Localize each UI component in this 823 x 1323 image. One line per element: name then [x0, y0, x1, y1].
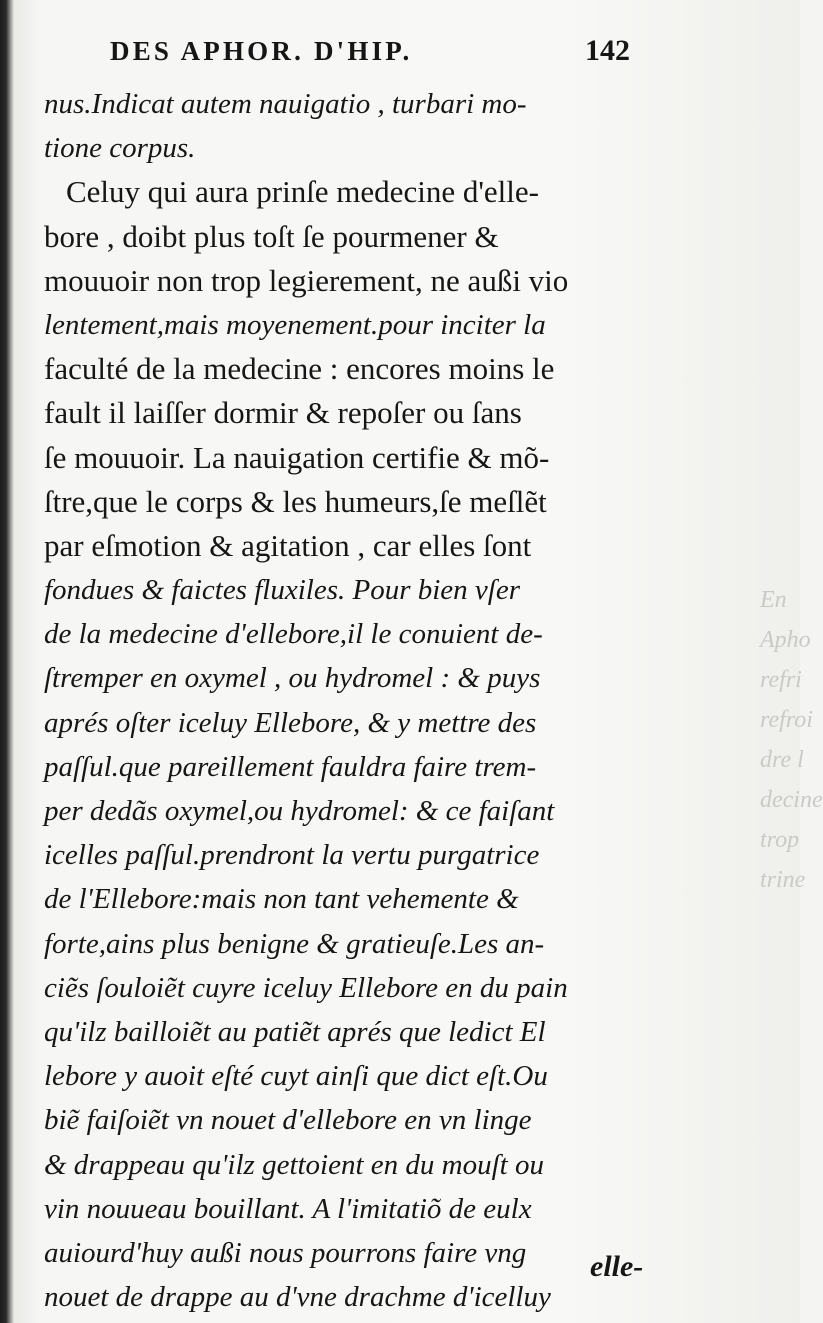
page-header [110, 28, 630, 78]
text-line: de la medecine d'ellebore,il le conuient de- [44, 618, 543, 651]
text-line: icelles paſſul.prendront la vertu purgatrice [44, 839, 540, 872]
text-line: lentement,mais moyenement.pour inciter la [44, 308, 546, 341]
text-line: biẽ faiſoiẽt vn nouet d'ellebore en vn linge [44, 1104, 532, 1137]
text-line: per dedãs oxymel,ou hydromel: & ce faiſant [44, 795, 555, 827]
text-line: faculté de la medecine : encores moins le [44, 351, 555, 387]
text-line: paſſul.que pareillement fauldra faire trem- [44, 750, 537, 783]
running-head: DES APHOR. D'HIP. [110, 36, 413, 66]
body-text [44, 82, 664, 1319]
text-line: ciẽs ſouloiẽt cuyre iceluy Ellebore en du pain [44, 971, 568, 1004]
text-line: par eſmotion & agitation , car elles ſont [44, 527, 532, 563]
text-line: Celuy qui aura prinſe medecine d'elle- [66, 174, 539, 210]
text-line: forte,ains plus benigne & gratieuſe.Les an- [44, 927, 545, 960]
page-number: 142 [585, 34, 630, 67]
text-line: mouuoir non trop legierement, ne außi vio [44, 262, 569, 298]
text-line: nouet de drappe au d'vne drachme d'icelluy [44, 1281, 551, 1314]
text-line: qu'ilz bailloiẽt au patiẽt aprés que ledict El [44, 1015, 546, 1048]
catchword: elle- [590, 1250, 644, 1283]
text-line: nus.Indicat autem nauigatio , turbari mo- [44, 88, 527, 120]
text-line: lebore y auoit eſté cuyt ainſi que dict eſt.Ou [44, 1060, 548, 1093]
text-line: ſtre,que le corps & les humeurs,ſe meſlẽt [44, 483, 547, 519]
text-line: bore , doibt plus toſt ſe pourmener & [44, 218, 499, 254]
text-line: auiourd'huy außi nous pourrons faire vng [44, 1236, 527, 1269]
text-line: ſe mouuoir. La nauigation certifie & mõ- [44, 439, 550, 475]
text-line: tione corpus. [44, 132, 196, 165]
text-line: fault il laiſſer dormir & repoſer ou ſans [44, 395, 522, 431]
text-line: de l'Ellebore:mais non tant vehemente & [44, 883, 519, 916]
text-line: & drappeau qu'ilz gettoient en du mouſt ou [44, 1148, 544, 1181]
text-line: vin nouueau bouillant. A l'imitatiõ de eulx [44, 1192, 532, 1225]
text-line: aprés oſter iceluy Ellebore, & y mettre des [44, 706, 537, 739]
text-line: ſtremper en oxymel , ou hydromel : & puys [44, 662, 541, 695]
text-line: fondues & faictes fluxiles. Pour bien vſer [44, 574, 520, 607]
show-through-text: En Apho refri refroi dre l decine trop trine [760, 587, 823, 893]
